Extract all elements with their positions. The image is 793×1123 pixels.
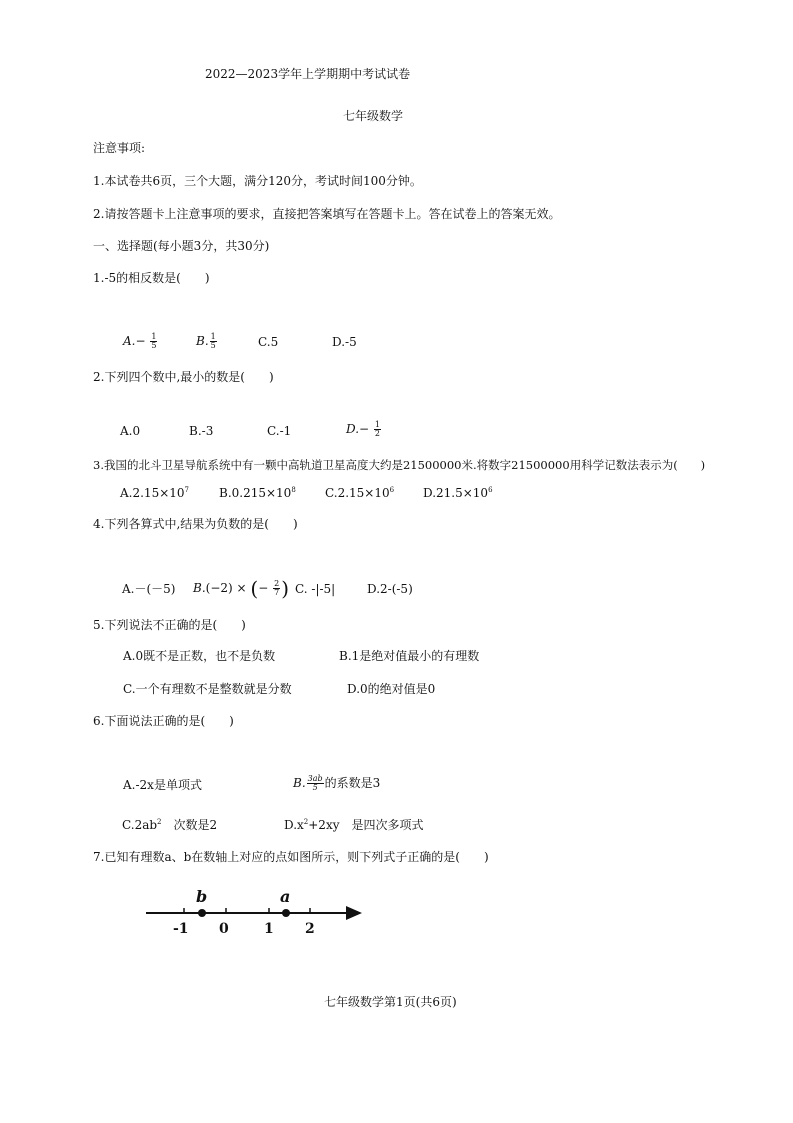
- q4-option-d: D.2-(-5): [367, 582, 413, 596]
- tick-label-1: 1: [264, 921, 274, 937]
- question-5-stem: 5.下列说法不正确的是( ): [93, 618, 246, 632]
- subject-title: 七年级数学: [343, 109, 404, 123]
- notice-item-2: 2.请按答题卡上注意事项的要求，直接把答案填写在答题卡上。答在试卷上的答案无效。: [93, 207, 561, 221]
- fraction-denominator: 2: [374, 429, 380, 438]
- right-paren-icon: ): [281, 576, 289, 601]
- q1-option-b-fraction: [210, 333, 217, 350]
- q5-option-d: D.0的绝对值是0: [347, 682, 436, 696]
- fraction-denominator: 5: [210, 341, 216, 350]
- q4-option-b: [193, 575, 289, 601]
- question-4-stem: 4.下列各算式中,结果为负数的是( ): [93, 517, 298, 531]
- q1-option-a-sign: −: [135, 334, 146, 348]
- q1-option-b-label: B.: [196, 334, 209, 348]
- q3-option-c-base: C.2.15×10: [325, 486, 390, 500]
- tick-label-2: 2: [305, 921, 315, 937]
- q4-option-b-expression: (−2) ×: [205, 581, 251, 595]
- point-b-dot: [198, 909, 206, 917]
- q4-option-b-sign: −: [258, 581, 269, 595]
- q1-option-d: D.-5: [332, 335, 357, 349]
- tick-label-minus-1: -1: [173, 921, 189, 937]
- q2-option-a: A.0: [120, 424, 141, 438]
- q4-option-b-label: B.: [193, 581, 206, 595]
- point-a-dot: [282, 909, 290, 917]
- q2-option-d-label: D.: [346, 422, 360, 436]
- fraction-numerator: 1: [210, 332, 216, 341]
- q3-option-a-exponent: 7: [184, 486, 189, 494]
- point-a-label: a: [280, 887, 291, 906]
- q3-option-b-base: B.0.215×10: [219, 486, 292, 500]
- number-line-figure: [140, 880, 380, 940]
- q3-option-b-exponent: 8: [291, 486, 296, 494]
- q6-option-b-text: 的系数是3: [324, 776, 381, 790]
- fraction-denominator: 5: [312, 783, 318, 792]
- q3-option-a-base: A.2.15×10: [120, 486, 185, 500]
- q6-option-b-fraction: [307, 775, 324, 792]
- fraction-numerator: 2: [274, 579, 280, 588]
- q1-option-a-fraction: [150, 333, 157, 350]
- fraction-denominator: 7: [274, 588, 280, 597]
- q6-option-c-text: 次数是2: [161, 818, 218, 832]
- q1-option-c: C.5: [258, 335, 279, 349]
- q2-option-d-fraction: [374, 421, 381, 438]
- question-6-stem: 6.下面说法正确的是( ): [93, 714, 234, 728]
- q3-option-a: [120, 486, 189, 500]
- q6-option-d-text: +2xy 是四次多项式: [308, 818, 424, 832]
- q4-option-c: C. -|-5|: [295, 582, 336, 596]
- q3-option-b: [219, 486, 296, 500]
- q3-option-c: [325, 486, 394, 500]
- fraction-numerator: 1: [151, 332, 157, 341]
- q6-option-b: [293, 771, 380, 795]
- notice-item-1: 1.本试卷共6页，三个大题，满分120分，考试时间100分钟。: [93, 174, 422, 188]
- q6-option-d-base: D.x: [284, 818, 304, 832]
- fraction-denominator: 5: [151, 341, 157, 350]
- point-b-label: b: [196, 887, 208, 906]
- q3-option-d-exponent: 6: [488, 486, 493, 494]
- q6-option-c-base: C.2ab: [122, 818, 158, 832]
- q3-option-d: [423, 486, 493, 500]
- q6-option-d-exponent: 2: [303, 818, 309, 826]
- q5-option-b: B.1是绝对值最小的有理数: [339, 649, 480, 663]
- question-1-stem: 1.-5的相反数是( ): [93, 271, 210, 285]
- notice-heading: 注意事项:: [93, 141, 146, 155]
- question-2-stem: 2.下列四个数中,最小的数是( ): [93, 370, 274, 384]
- q3-option-d-base: D.21.5×10: [423, 486, 489, 500]
- left-paren-icon: (: [250, 576, 259, 601]
- q1-option-a-label: A.: [123, 334, 136, 348]
- q6-option-b-label: B.: [293, 776, 306, 790]
- q4-option-a: A.－(－5): [122, 582, 176, 596]
- question-7-stem: 7.已知有理数a、b在数轴上对应的点如图所示，则下列式子正确的是( ): [93, 850, 489, 864]
- arrow-right-icon: [346, 906, 362, 920]
- q5-option-a: A.0既不是正数，也不是负数: [123, 649, 276, 663]
- q6-option-d: [284, 818, 424, 832]
- fraction-numerator: 1: [374, 420, 380, 429]
- page-footer: 七年级数学第1页(共6页): [324, 995, 457, 1009]
- q2-option-d-sign: −: [359, 422, 370, 436]
- exam-title: 2022—2023学年上学期期中考试试卷: [205, 67, 411, 81]
- q5-option-c: C.一个有理数不是整数就是分数: [123, 682, 292, 696]
- q2-option-c: C.-1: [267, 424, 292, 438]
- question-3-stem: 3.我国的北斗卫星导航系统中有一颗中高轨道卫星高度大约是21500000米.将数字21500000用科学记数法表示为( ): [93, 458, 706, 472]
- q1-option-b: [196, 329, 218, 353]
- q6-option-c-exponent: 2: [157, 818, 162, 826]
- q6-option-a: A.-2x是单项式: [123, 778, 202, 792]
- fraction-numerator: 3ab: [307, 774, 323, 783]
- q4-option-b-fraction: [273, 580, 280, 597]
- q3-option-c-exponent: 6: [389, 486, 395, 494]
- q6-option-c: [122, 818, 217, 832]
- q1-option-a: [123, 329, 158, 353]
- tick-label-0: 0: [219, 921, 229, 937]
- q2-option-b: B.-3: [189, 424, 214, 438]
- q2-option-d: [346, 417, 382, 441]
- section-title: 一、选择题(每小题3分，共30分): [93, 239, 270, 253]
